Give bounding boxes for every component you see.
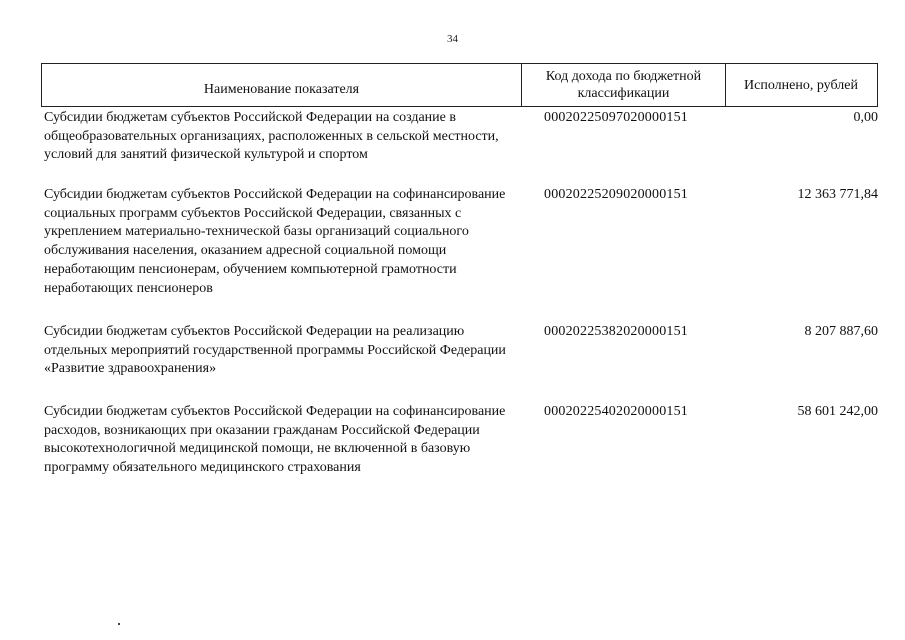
row-executed: 8 207 887,60 — [804, 324, 878, 339]
header-name-column: Наименование показателя — [42, 64, 522, 106]
row-executed: 12 363 771,84 — [797, 187, 878, 202]
row-name: Субсидии бюджетам субъектов Российской Федерации на софинансирование расходов, возникающих при оказании гражданам Российской Федерации высокотехнологичной медицинской помощи, не включенной в базовую программу обязательного медицинского страхования — [44, 404, 506, 476]
row-executed: 0,00 — [853, 110, 878, 125]
row-name: Субсидии бюджетам субъектов Российской Федерации на реализацию отдельных мероприятий государственной программы Российской Федерации «Развитие здравоохранения» — [44, 324, 506, 377]
table-header — [41, 63, 878, 107]
row-code: 00020225209020000151 — [544, 187, 688, 202]
row-code: 00020225382020000151 — [544, 324, 688, 339]
row-name: Субсидии бюджетам субъектов Российской Федерации на софинансирование социальных программ субъектов Российской Федерации, связанных с укреплением материально-технической базы организаций социального обслуживания населения, оказанием адресной социальной помощи неработающим пенсионерам, обучением компьютерной грамотности неработающих пенсионеров — [44, 187, 506, 296]
row-code: 00020225097020000151 — [544, 110, 688, 125]
row-code: 00020225402020000151 — [544, 404, 688, 419]
header-executed-column: Исполнено, рублей — [744, 77, 858, 93]
row-name: Субсидии бюджетам субъектов Российской Федерации на создание в общеобразовательных организациях, расположенных в сельской местности, условий для занятий физической культурой и спортом — [44, 110, 499, 163]
page-number: 34 — [447, 33, 458, 45]
header-code-column: Код дохода по бюджетной классификации — [522, 64, 726, 106]
scan-speck — [118, 623, 120, 625]
row-executed: 58 601 242,00 — [797, 404, 878, 419]
